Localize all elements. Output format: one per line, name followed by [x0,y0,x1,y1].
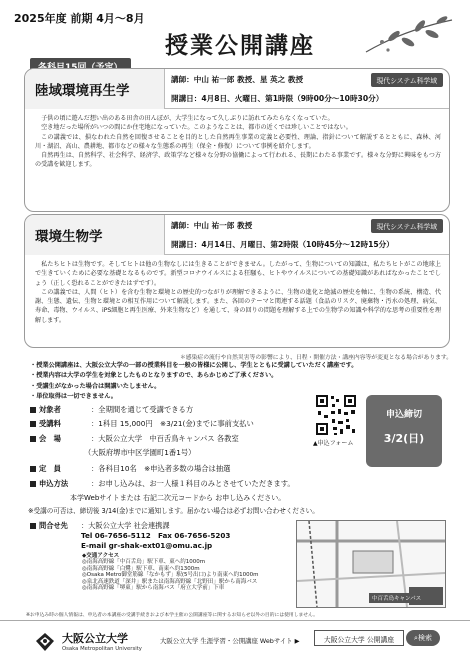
leaf-decoration-icon [364,12,454,60]
contact-email[interactable]: E-mail gr-shak-ext01@omu.ac.jp [81,541,213,550]
course-name: 陸域環境再生学 [35,83,130,99]
info-capacity: 定 員 ：各科目10名 ※申込者多数の場合は抽選 [30,464,230,474]
acceptance-memo: ※受講の可否は、締切後 3/14(金)までに通知します。届かない場合は必ずお問い合わせください。 [28,507,319,515]
course-description: 私たちヒトは生物です。そしてヒトは他の生物なしには生きることができません。したがって、生物についての知識は、私たちヒトがこの地球上で生きていくために必要な基礎となるものです。新型コロナウイルスによる狂騒も、ヒトやウイルスについての基礎知識があればなかったことでしょう（正しく恐れることができたはずです）。 この講義では、人間（ヒト）を含む生物と環境との歴史的つながりが理解できるように、生物の進化と絶滅の歴史を軸に、生物の系統、構造、代謝、生態、遺伝、生物と環境との相互作用について解説します。また、各回のテーマと関連する話題（食品のリスク、廃棄物・汚水の処理、病気、寿命、毒物、ウイルス、iPS細胞と再生医療、外来生物など）を通して、身の回りの問題を理解する上での生物学の知識や科学的な思考の重要性を理解します。 [35,261,441,324]
contact-phone: Tel 06-7656-5112 Fax 06-7656-5203 [81,531,231,540]
privacy-footnote: ※お申込み時の個人情報は、申込者の本講座の受講手続きおよび本学主催の公開講座等に関するお知らせ以外の目的には使用しません。 [26,613,318,618]
deadline-badge [366,395,442,467]
qr-code-icon[interactable] [314,393,358,437]
notice-item: ・ 単位取得は一切できません。 [30,392,446,402]
footer-divider [0,620,470,621]
course-card-environmental-biology [24,214,450,348]
course-opening: 開講日：4月14日、月曜日、第2時限（10時45分～12時15分） [171,240,394,249]
campus-map [296,520,446,608]
info-venue-address: （大阪府堺市中区学園町1番1号） [84,448,196,457]
course-card-land-environment [24,68,450,212]
bullet-square-icon [30,436,36,442]
qr-form-label: ▲申込フォーム [313,440,354,447]
search-icon: ⌕ [414,634,418,642]
course-header [25,69,449,109]
notice-item: ・ 受講生がなかった場合は開講いたしません。 [30,382,446,392]
map-campus-label: 中百舌鳥キャンパス [369,593,424,603]
course-description: 子供の頃に遊んだ想い出のある田舎の田んぼが、大学生になって久しぶりに訪れてみたらなくなっていた。 空き地だった場所がいつの間にか住宅地になっていた。このようなことは、都市の近くでは珍しいことではない。 この講義では、損なわれた自然を回復させることを目的とした自然再生事業の定義と必要性、理論、指針について解説するとともに、森林、河川・湖沼、高山、農耕地、都市などの様々な生態系の再生（保全・修復）について事例を紹介します。 自然再生は、自然科学、社会科学、経済学、政策学など様々な分野の協働によって行われる、長期にわたる事業です。様々な分野に興味をもつ方の受講を歓迎します。 [35,115,441,169]
course-header [25,215,449,255]
course-lecturer: 講師：中山 祐一郎 教授 [171,221,253,230]
term-label: 2025年度 前期 4月～8月 [14,12,145,25]
application-web-note: 本学Webサイトまたは 右記二次元コードから お申し込みください。 [70,494,286,502]
bullet-square-icon [30,466,36,472]
university-name-en: Osaka Metropolitan University [62,646,142,652]
contact-block: 問合せ先 ：大阪公立大学 社会連携課 Tel 06-7656-5112 Fax 06-7656-5203 E-mail gr-shak-ext01@omu.ac.jp [30,521,230,551]
bullet-square-icon [30,481,36,487]
info-target: 対象者 ：全期間を通じて受講できる方 [30,405,193,415]
access-info: ◆交通アクセス ◎南海高野線「中百舌鳥」駅下車、東へ約1000m ◎南海高野線「白鷺」駅下車、南東へ約1300m ◎Osaka Metro御堂筋線「なかもず」駅(5号出口)より南東へ約1000m ◎泉北高速鉄道「深井」駅または南海高野線「北野田」駅から南海バス ◎南海高野線「堺東」駅から南海バス「府立大学前」下車 [82,553,259,592]
change-notice: ＊感染症の流行や自然災害等の影響により、日程・開催方法・講座内容等が変更となる場合があります。 [180,355,452,361]
website-link[interactable]: 大阪公立大学 生涯学習・公開講座 Webサイト ▶ [160,637,300,645]
university-name: 大阪公立大学 [62,632,128,645]
deadline-label: 申込締切 [385,410,422,420]
notice-item: ・ 授業内容は大学の学生を対象としたものとなりますので、あらかじめご了承ください。 [30,371,446,381]
course-name: 環境生物学 [35,229,103,245]
info-method: 申込方法 ：お申し込みは、お一人様１科目のみとさせていただきます。 [30,479,295,489]
course-lecturer: 講師：中山 祐一郎 教授、星 英之 教授 [171,75,304,84]
university-logo-icon [34,631,56,653]
department-tag: 現代システム科学域 [371,73,444,87]
bullet-square-icon [30,407,36,413]
bullet-square-icon [30,421,36,427]
course-opening: 開講日：4月8日、火曜日、第1時限（9時00分～10時30分） [171,94,384,103]
notice-item: ・ 授業公開講座は、大阪公立大学の一部の授業科目を一般の皆様に公開し、学生とともに受講していただく講座です。 [30,361,446,371]
bullet-square-icon [30,523,36,529]
deadline-date: 3/2(日) [383,432,425,445]
info-fee: 受講料 ：1科目 15,000円 ※3/21(金)までに事前支払い [30,419,254,429]
info-venue: 会 場 ：大阪公立大学 中百舌鳥キャンパス 各教室 [30,434,239,444]
page-title: 授業公開講座 [165,33,315,59]
department-tag: 現代システム科学域 [371,219,444,233]
search-input[interactable]: 大阪公立大学 公開講座 [314,630,404,646]
search-button[interactable]: ⌕検索 [406,630,440,646]
